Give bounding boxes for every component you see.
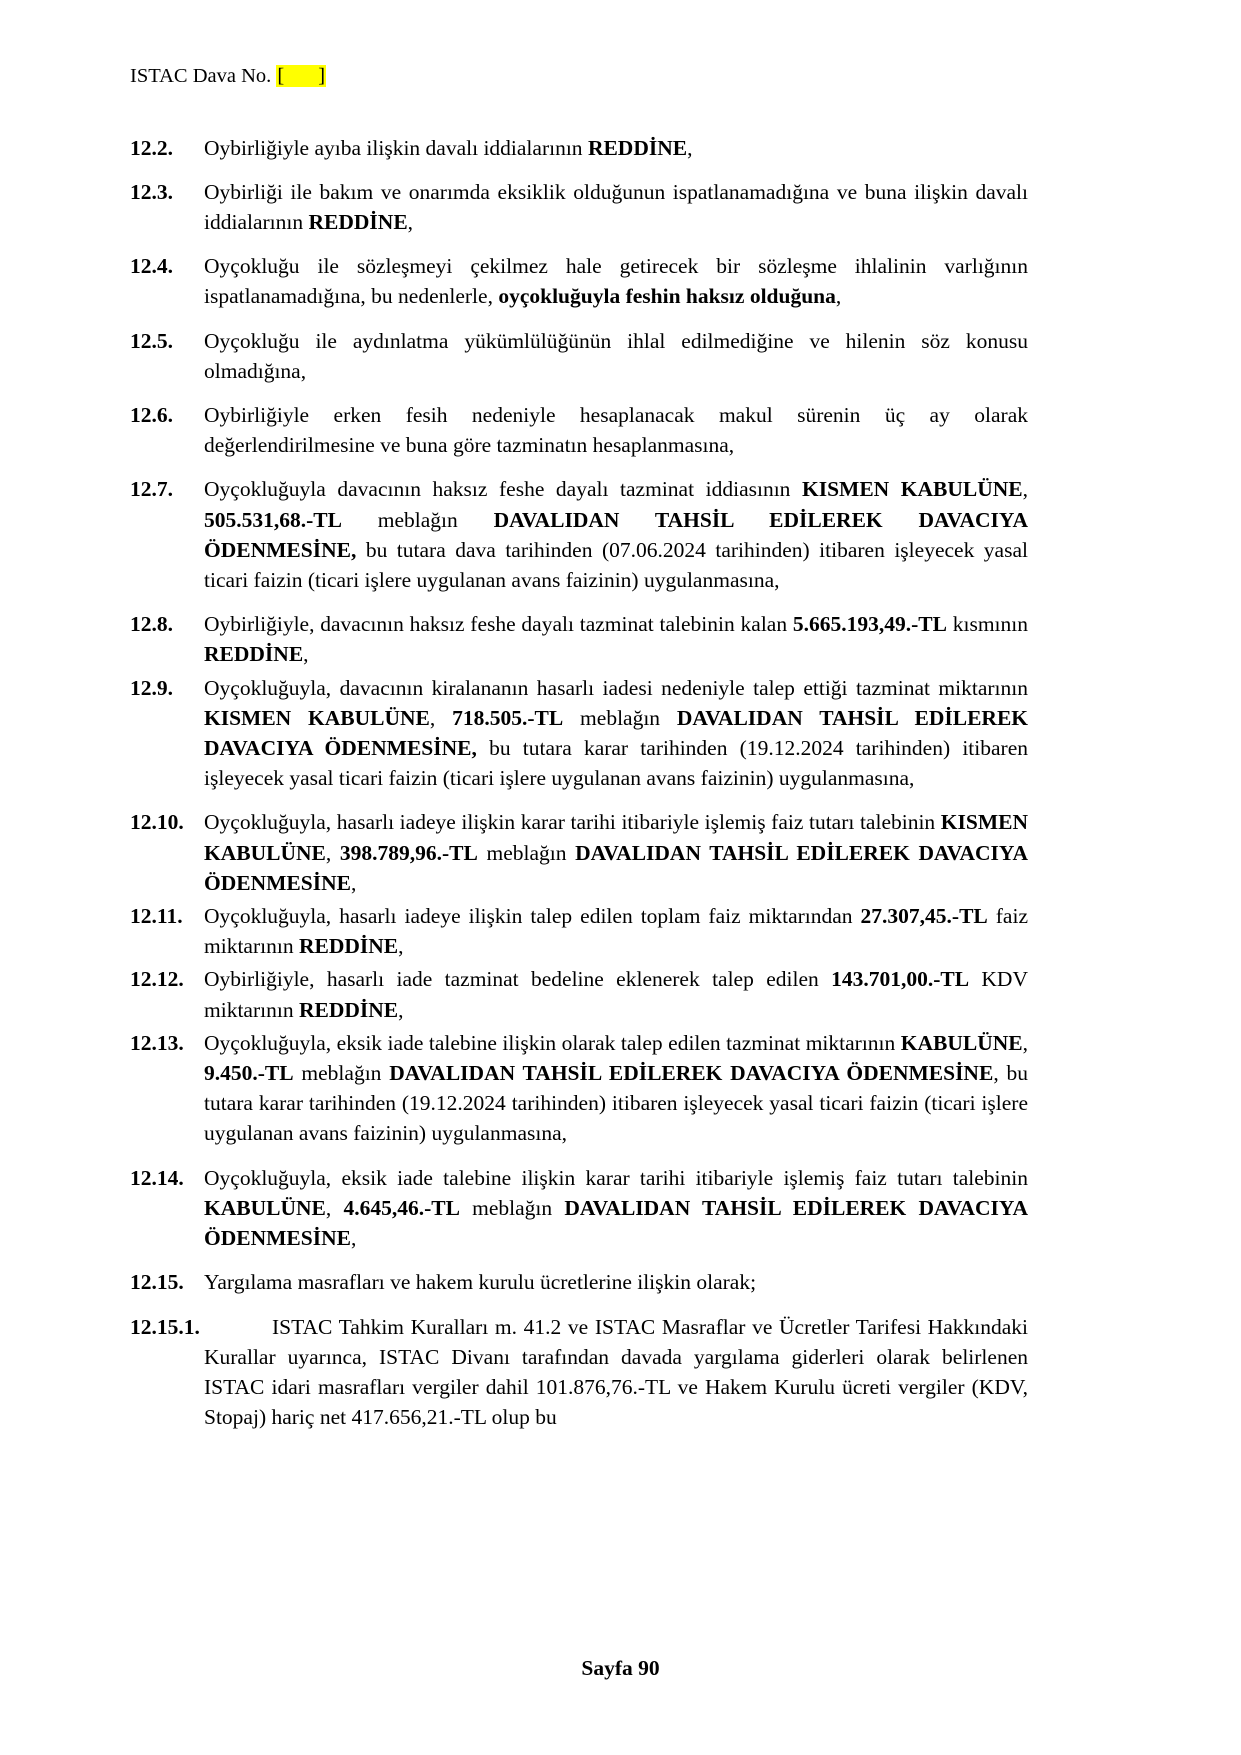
clause-emphasis: DAVALIDAN TAHSİL EDİLEREK DAVACIYA ÖDENMESİNE — [389, 1061, 994, 1086]
clause-text — [204, 1267, 1028, 1297]
clause-run: Oyçokluğuyla davacının haksız feshe dayalı tazminat iddiasının — [204, 477, 802, 502]
clause-emphasis: 4.645,46.-TL — [343, 1195, 460, 1220]
clause-number: 12.15. — [130, 1270, 184, 1295]
clause-emphasis: DAVALIDAN TAHSİL EDİLEREK DAVACIYA ÖDENMESİNE — [204, 840, 1028, 895]
clause-run: , — [1022, 1030, 1028, 1055]
clause-run: , — [687, 135, 693, 160]
clause-run: Oyçokluğuyla, eksik iade talebine ilişkin karar tarihi itibariyle işlemiş faiz tutarı talebinin — [204, 1165, 1028, 1190]
bracket-open: [ — [277, 65, 285, 87]
clause-emphasis: REDDİNE — [298, 997, 399, 1022]
clause-number: 12.9. — [130, 675, 173, 700]
case-number-label: ISTAC Dava No. — [130, 65, 272, 87]
clause-emphasis: KABULÜNE — [204, 1195, 326, 1220]
clause-run: Oyçokluğuyla, hasarlı iadeye ilişkin talep edilen toplam faiz miktarından — [204, 904, 861, 929]
clause-emphasis: 505.531,68.-TL — [204, 507, 342, 532]
clause-text — [204, 1312, 1028, 1433]
clause-number: 12.7. — [130, 477, 173, 502]
clause-run: Oybirliğiyle ayıba ilişkin davalı iddialarının — [204, 135, 588, 160]
clause-run: , — [1022, 477, 1028, 502]
clause-text — [204, 474, 1028, 595]
clause-emphasis: KISMEN KABULÜNE — [204, 810, 1028, 865]
clause-emphasis: oyçokluğuyla feshin haksız olduğuna — [498, 284, 836, 309]
clause-run: , — [325, 1195, 344, 1220]
clause-run: bu tutara karar tarihinden (19.12.2024 tarihinden) itibaren işleyecek yasal ticari faizin (ticari işlere uygulanan avans faizinin) uygulanmasına, — [204, 736, 1028, 791]
clause-emphasis: 398.789,96.-TL — [339, 840, 478, 865]
clause-number: 12.4. — [130, 254, 173, 279]
clause-number: 12.6. — [130, 403, 173, 428]
clause-item — [130, 1312, 1028, 1433]
clause-emphasis: REDDİNE — [298, 934, 399, 959]
clause-number: 12.2. — [130, 135, 173, 160]
clause-run: Oybirliğiyle, hasarlı iade tazminat bedeline eklenerek talep edilen — [204, 967, 832, 992]
clause-item — [130, 1028, 1028, 1149]
clause-run: meblağın — [293, 1061, 390, 1086]
clause-number: 12.14. — [130, 1165, 184, 1190]
clause-text — [204, 133, 1028, 163]
clause-emphasis: DAVALIDAN TAHSİL EDİLEREK DAVACIYA ÖDENMESİNE, — [204, 705, 1029, 761]
clause-run: Oyçokluğu ile sözleşmeyi çekilmez hale getirecek bir sözleşme ihlalinin varlığının ispatlanamadığına, bu nedenlerle, — [204, 254, 1028, 309]
clause-run: meblağın — [563, 705, 677, 730]
clause-item — [130, 177, 1028, 237]
clause-run: meblağın — [341, 507, 494, 532]
clause-item — [130, 474, 1028, 595]
bracket-close: ] — [318, 65, 326, 87]
clause-number: 12.3. — [130, 179, 173, 204]
clause-item — [130, 964, 1028, 1024]
clause-run: Oyçokluğuyla, eksik iade talebine ilişkin olarak talep edilen tazminat miktarının — [204, 1030, 901, 1055]
clause-run: Oyçokluğuyla, hasarlı iadeye ilişkin karar tarihi itibariyle işlemiş faiz tutarı talebinin — [204, 810, 941, 835]
clause-emphasis: 143.701,00.-TL — [831, 967, 970, 992]
clause-item — [130, 251, 1028, 311]
clause-number: 12.5. — [130, 328, 173, 353]
clause-item — [130, 1163, 1028, 1254]
clause-emphasis: KISMEN KABULÜNE — [802, 477, 1023, 502]
clause-item — [130, 807, 1028, 898]
clause-number: 12.12. — [130, 967, 184, 992]
clause-run: , — [350, 1226, 357, 1251]
clause-number: 12.8. — [130, 612, 173, 637]
clause-run: ISTAC Tahkim Kuralları m. 41.2 ve ISTAC Masraflar ve Ücretler Tarifesi Hakkındaki Kurallar uyarınca, ISTAC Divanı tarafından davada yargılama giderleri olarak belirlenen ISTAC idari masrafları vergiler dahil 101.876,76.-TL ve Hakem Kurulu ücreti vergiler (KDV, Stopaj) hariç net 417.656,21.-TL olup bu — [204, 1314, 1028, 1430]
clause-item — [130, 609, 1028, 669]
case-number-placeholder — [276, 65, 326, 87]
clause-run: faiz miktarının — [204, 904, 1028, 959]
clause-item — [130, 1267, 1028, 1297]
clause-run: KDV miktarının — [204, 967, 1028, 1022]
clause-item — [130, 326, 1028, 386]
clause-text — [204, 901, 1028, 961]
clause-run: Yargılama masrafları ve hakem kurulu ücretlerine ilişkin olarak; — [204, 1270, 757, 1295]
clause-run: kısmının — [946, 612, 1028, 637]
clause-run: , — [325, 840, 340, 865]
clause-text — [204, 326, 1028, 386]
page-number: Sayfa 90 — [581, 1656, 660, 1680]
clause-run: , — [303, 642, 309, 667]
clause-item — [130, 901, 1028, 961]
clause-run: Oybirliğiyle, davacının haksız feshe dayalı tazminat talebinin kalan — [204, 612, 793, 637]
clause-emphasis: KISMEN KABULÜNE — [204, 705, 430, 730]
clause-text — [204, 177, 1028, 237]
clause-run: bu tutara dava tarihinden (07.06.2024 tarihinden) itibaren işleyecek yasal ticari faizin (ticari işlere uygulanan avans faizinin) uygulanmasına, — [204, 537, 1028, 593]
clause-number: 12.13. — [130, 1030, 184, 1055]
clause-run: Oyçokluğu ile aydınlatma yükümlülüğünün ihlal edilmediğine ve hilenin söz konusu olmadığına, — [204, 328, 1028, 383]
clause-emphasis: 27.307,45.-TL — [860, 904, 988, 929]
clause-item — [130, 673, 1028, 794]
clause-list — [130, 133, 1028, 1433]
clause-number: 12.11. — [130, 904, 183, 929]
clause-run: meblağın — [459, 1195, 565, 1220]
clause-text — [204, 609, 1028, 669]
clause-text — [204, 673, 1028, 794]
clause-run: Oybirliği ile bakım ve onarımda eksiklik olduğunun ispatlanamadığına ve buna ilişkin davalı iddialarının — [204, 179, 1028, 234]
clause-run: , — [350, 870, 357, 895]
clause-run: Oyçokluğuyla, davacının kiralananın hasarlı iadesi nedeniyle talep ettiği tazminat miktarının — [204, 675, 1028, 700]
clause-emphasis: REDDİNE — [308, 210, 408, 234]
clause-run: , — [407, 210, 414, 234]
clause-emphasis: 5.665.193,49.-TL — [792, 612, 947, 637]
clause-number: 12.10. — [130, 810, 184, 835]
clause-run: , — [429, 705, 453, 730]
clause-text — [204, 400, 1028, 460]
clause-emphasis: REDDİNE — [204, 642, 304, 667]
document-header — [130, 64, 1133, 89]
clause-emphasis: KABULÜNE — [900, 1030, 1023, 1055]
clause-text — [204, 964, 1028, 1024]
clause-emphasis: 9.450.-TL — [204, 1061, 294, 1086]
clause-emphasis: DAVALIDAN TAHSİL EDİLEREK DAVACIYA ÖDENMESİNE — [204, 1195, 1028, 1251]
clause-run: , — [398, 997, 404, 1022]
clause-text — [204, 251, 1028, 311]
clause-text — [204, 807, 1028, 898]
clause-text — [204, 1163, 1028, 1254]
clause-run: , — [398, 934, 404, 959]
clause-number: 12.15.1. — [130, 1314, 200, 1339]
clause-emphasis: DAVALIDAN TAHSİL EDİLEREK DAVACIYA ÖDENMESİNE, — [204, 507, 1028, 562]
page-footer — [0, 1656, 1241, 1681]
clause-emphasis: 718.505.-TL — [452, 705, 564, 730]
clause-run: , bu tutara karar tarihinden (19.12.2024 tarihinden) itibaren işleyecek yasal ticari faizin (ticari işlere uygulanan avans faizinin) uygulanmasına, — [204, 1061, 1029, 1146]
clause-item — [130, 400, 1028, 460]
clause-text — [204, 1028, 1028, 1149]
clause-run: meblağın — [477, 840, 576, 865]
clause-run: , — [835, 284, 842, 309]
clause-item — [130, 133, 1028, 163]
clause-emphasis: REDDİNE — [587, 135, 688, 160]
clause-run: Oybirliğiyle erken fesih nedeniyle hesaplanacak makul sürenin üç ay olarak değerlendirilmesine ve buna göre tazminatın hesaplanmasına, — [204, 403, 1028, 458]
